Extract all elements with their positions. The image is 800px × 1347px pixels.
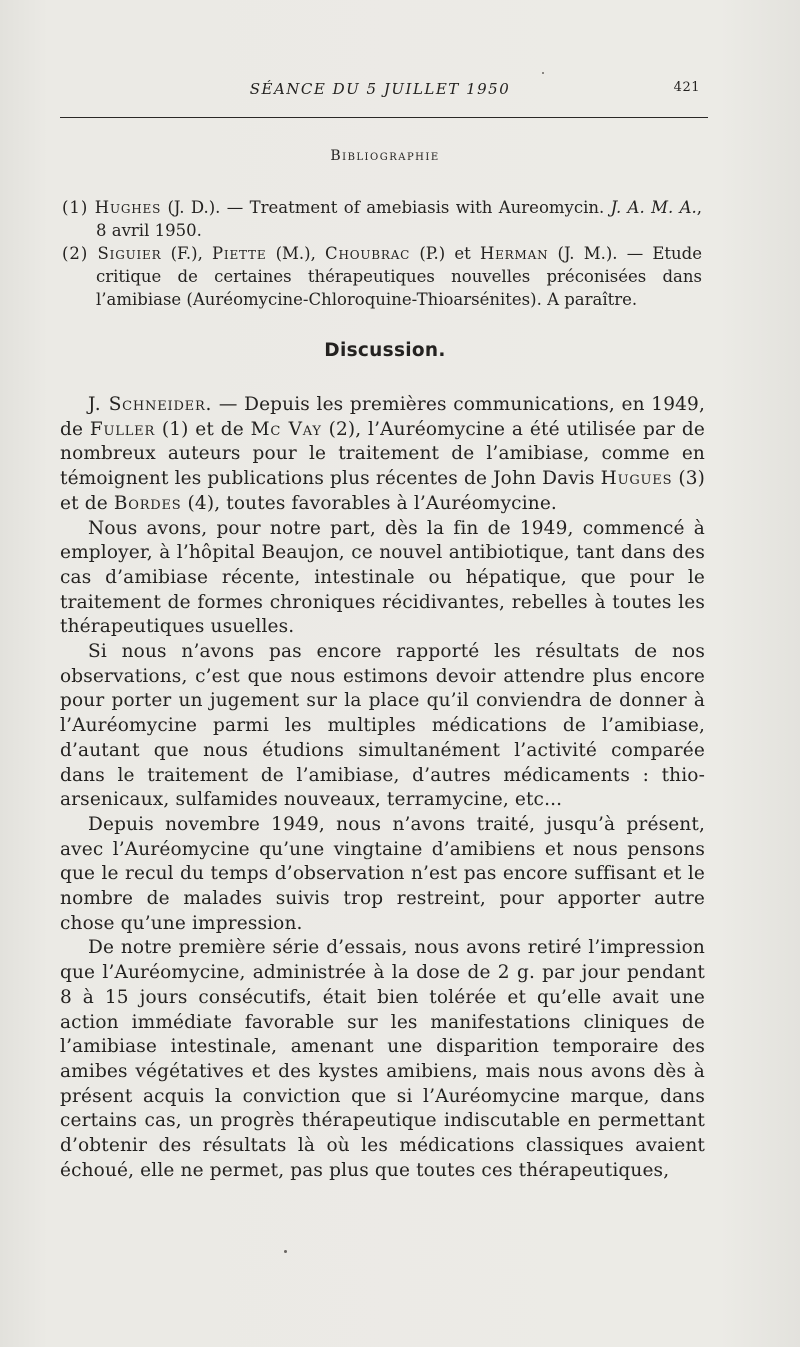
ref-journal: J. A. M. A. (610, 198, 697, 217)
running-title: SÉANCE DU 5 JUILLET 1950 (249, 80, 511, 98)
cited-author: Bordes (113, 492, 182, 514)
ref-text: (P.) et (410, 244, 480, 263)
ref-author: Siguier (97, 244, 162, 263)
paragraph-text: (4), toutes favorables à l’Auréomycine. (181, 492, 557, 514)
ref-author: Hughes (94, 198, 162, 217)
page-number: 421 (673, 80, 700, 95)
running-head (60, 80, 700, 102)
ref-date: , 8 avril 1950. (96, 198, 703, 240)
paper-speck (542, 72, 544, 74)
discussion-title: Discussion. (324, 340, 446, 361)
bibliography-title: Bibliographie (330, 148, 440, 164)
paragraph: Si nous n’avons pas encore rapporté les résultats de nos observations, c’est que nous estimons devoir attendre plus encore pour porter un jugement sur la place qu’il conviendra de donner à l’Auréomycine parmi les multiples médications de l’amibiase, d’autant que nous étudions simultanément l’activité comparée dans le traitement de l’amibiase, d’autres médicaments : thio-arsenicaux, sulfamides nouveaux, terramycine, etc... (60, 641, 705, 811)
paragraph-text: (1) et de (155, 418, 251, 440)
paragraph (60, 393, 705, 517)
cited-author: Mc Vay (250, 418, 322, 440)
paper-speck (284, 1250, 287, 1253)
cited-author: Hugues (600, 468, 673, 490)
paragraph-text: — Depuis les premières communications, en 1949, de (60, 394, 705, 440)
paragraph-text: (2), l’Auréomycine a été utilisée par de nombreux auteurs pour le traitement de l’amibiase, comme en témoignent les publications plus récentes de John Davis (60, 418, 706, 490)
paragraph: De notre première série d’essais, nous avons retiré l’impression que l’Auréomycine, administrée à la dose de 2 g. par jour pendant 8 à 15 jours consécutifs, était bien tolérée et qu’elle avait une action immédiate favorable sur les manifestations cliniques de l’amibiase intestinale, amenant une disparition temporaire des amibes végétatives et des kystes amibiens, mais nous avons dès à présent acquis la conviction que si l’Auréomycine marque, dans certains cas, un progrès thérapeutique indiscutable en permettant d’obtenir des résultats là où les médications classiques avaient échoué, elle ne permet, pas plus que toutes ces thérapeutiques, (60, 937, 705, 1181)
ref-number: (2) (62, 244, 89, 263)
discussion-body (60, 393, 705, 1184)
bibliography-ref (62, 196, 702, 242)
paragraph: Nous avons, pour notre part, dès la fin de 1949, commencé à employer, à l’hôpital Beaujon, ce nouvel antibiotique, tant dans des cas d’amibiase récente, intestinale ou hépatique, que pour le traitement de formes chroniques récidivantes, rebelles à toutes les thérapeutiques usuelles. (60, 517, 705, 638)
header-rule (60, 117, 708, 118)
ref-text: (M.), (266, 244, 326, 263)
ref-text: (F.), (161, 244, 213, 263)
ref-author: Herman (479, 244, 549, 263)
ref-author: Piette (212, 244, 267, 263)
ref-text: (J. M.). — Etude critique de certaines thérapeutiques nouvelles préconisées dans l’amibiase (Auréomycine-Chloroquine-Thioarsénites). A paraître. (96, 244, 702, 309)
ref-author: Choubrac (325, 244, 411, 263)
paragraph: Depuis novembre 1949, nous n’avons traité, jusqu’à présent, avec l’Auréomycine qu’une vingtaine d’amibiens et nous pensons que le recul du temps d’observation n’est pas encore suffisant et le nombre de malades suivis trop restreint, pour apporter autre chose qu’une impression. (60, 813, 705, 934)
bibliography-list (62, 196, 702, 311)
bibliography-ref (62, 242, 702, 311)
speaker-name: J. Schneider. (88, 394, 213, 415)
paragraph-text: (3) et de (60, 468, 705, 514)
cited-author: Fuller (89, 418, 156, 440)
ref-text: (J. D.). — Treatment of amebiasis with Aureomycin. (161, 198, 605, 217)
ref-number: (1) (62, 198, 89, 217)
